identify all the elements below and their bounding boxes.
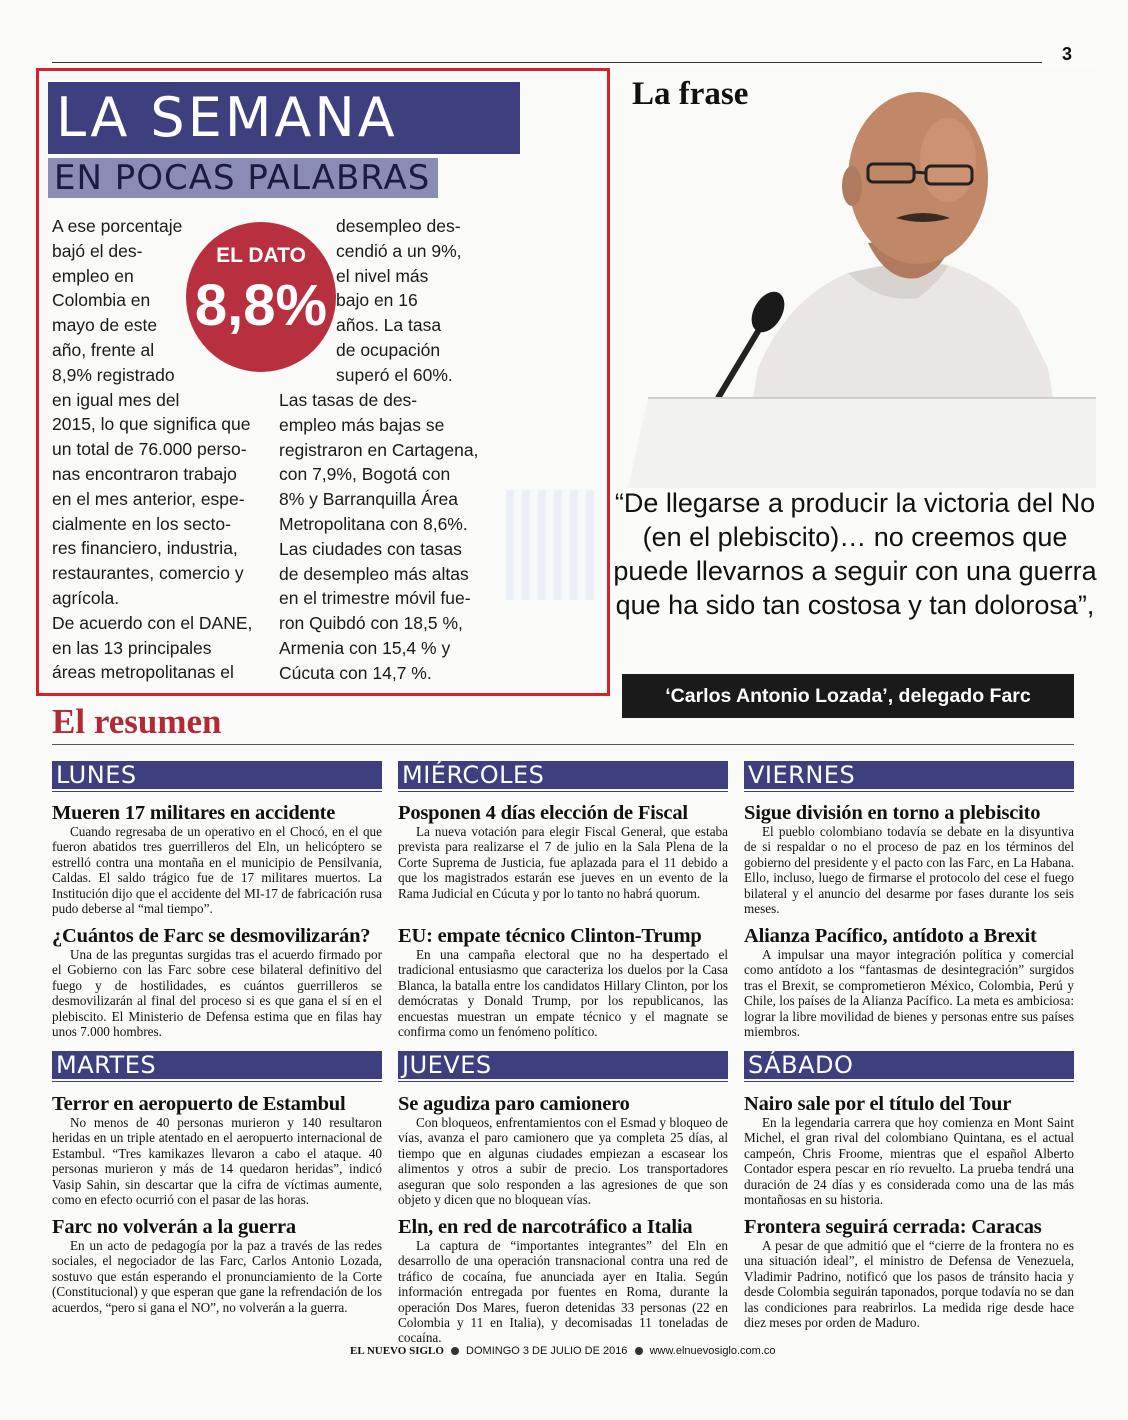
frase-title: La frase [632, 76, 749, 112]
story-headline: Posponen 4 días elección de Fiscal [398, 802, 688, 824]
story-headline: ¿Cuántos de Farc se desmovilizarán? [52, 925, 371, 947]
page-footer [350, 1345, 776, 1357]
story-body: Una de las preguntas surgidas tras el acuerdo firmado por el Gobierno con las Farc sobre cese bilateral definitivo del fuego y de hostilidades, es cuántos guerrilleros se desmovilizarán al final del proceso si es que gana el sí en el plebiscito. El Ministerio de Defensa estima que en filas hay unos 7.000 hombres. [52, 947, 382, 1040]
day-header-martes: MARTES [52, 1051, 382, 1079]
resumen-title: El resumen [52, 702, 222, 741]
story-body: En la legendaria carrera que hoy comienza en Mont Saint Michel, el gran rival del colombiano Quintana, es el actual campeón, Chris Froome, mientras que el español Alberto Contador espera pescar en río revuelto. La prueba tendrá una duración de 24 días y es considerada como una de las más montañosas en su historia. [744, 1115, 1074, 1208]
story-sabado-1 [744, 1093, 1074, 1207]
page-number: 3 [1062, 44, 1073, 64]
story-martes-1 [52, 1093, 382, 1207]
story-sabado-2 [744, 1216, 1074, 1330]
story-headline: EU: empate técnico Clinton-Trump [398, 925, 702, 947]
story-headline: Sigue división en torno a plebiscito [744, 802, 1041, 824]
story-body: En una campaña electoral que no ha despertado el tradicional entusiasmo que caracteriza los duelos por la Casa Blanca, la batalla entre los candidatos Hillary Clinton, por los demócratas y Donald Trump, por los republicanos, las encuestas muestran un empate técnico y el magnate se confirma como un fenómeno político. [398, 947, 728, 1040]
story-jueves-1 [398, 1093, 728, 1207]
story-headline: Nairo sale por el título del Tour [744, 1093, 1012, 1115]
semana-text-col1: A ese porcentaje bajó el des- empleo en Colombia en mayo de este año, frente al 8,9% registrado en igual mes del 2015, lo que significa que un total de 76.000 perso- nas encontraron trabajo en el mes anterior, espe- cialmente en los secto- res financiero, industria, restaurantes, comercio y agrícola. De acuerdo con el DANE, en las 13 principales áreas metropolitanas el [52, 216, 253, 683]
story-body: Cuando regresaba de un operativo en el Chocó, en el que fueron abatidos tres guerrilleros del Eln, un helicóptero se estrelló contra una montaña en el municipio de Pensilvania, Caldas. El saldo trágico fue de 17 militares muertos. La Institución dijo que el accidente del MI-17 de fabricación rusa pudo deberse al “mal tiempo”. [52, 824, 382, 917]
day-header-miercoles: MIÉRCOLES [398, 761, 728, 789]
story-body: No menos de 40 personas murieron y 140 resultaron heridas en un triple atentado en el aeropuerto internacional de Estambul. “Tres kamikazes llevaron a cabo el ataque. 40 personas murieron y más de 14 quedaron heridas”, indicó Vasip Sahin, sin descartar que la cifra de víctimas aumente, como en efecto ocurrió con el pasar de las horas. [52, 1115, 382, 1208]
day-header-lunes: LUNES [52, 761, 382, 789]
decorative-pattern [506, 490, 596, 600]
day-header-sabado: SÁBADO [744, 1051, 1074, 1079]
semana-text-col2a: desempleo des- cendió a un 9%, el nivel más bajo en 16 años. La tasa de ocupación superó el 60%. [336, 216, 462, 385]
top-rule [52, 62, 1042, 63]
footer-brand: EL NUEVO SIGLO [350, 1345, 444, 1357]
frase-author: ‘Carlos Antonio Lozada’, delegado Farc [622, 674, 1074, 718]
story-body: Con bloqueos, enfrentamientos con el Esmad y bloqueo de vías, avanza el paro camionero que ya completa 25 días, al tiempo que en algunas ciudades empiezan a escasear los alimentos y otros a subir de precio. Los transportadores aseguran que solo responden a las agresiones de que son objeto y dicen que no bloquean vías. [398, 1115, 728, 1208]
story-lunes-1 [52, 802, 382, 916]
bullet-icon [451, 1347, 459, 1355]
semana-text-col2b: Las tasas de des- empleo más bajas se registraron en Cartagena, con 7,9%, Bogotá con 8% y Barranquilla Área Metropolitana con 8,6%. Las ciudades con tasas de desempleo más altas en el trimestre móvil fue- ron Quibdó con 18,5 %, Armenia con 15,4 % y Cúcuta con 14,7 %. [279, 390, 479, 683]
story-body: A pesar de que admitió que el “cierre de la frontera no es una situación ideal”, el ministro de Defensa de Venezuela, Vladimir Padrino, notificó que los pasos de tránsito hacia y desde Colombia seguirán taponados, porque todavía no se dan las condiciones para reabrirlos. La medida rige desde hace diez meses por orden de Maduro. [744, 1238, 1074, 1331]
day-header-jueves: JUEVES [398, 1051, 728, 1079]
story-body: En un acto de pedagogía por la paz a través de las redes sociales, el negociador de las Farc, Carlos Antonio Lozada, sostuvo que están esperando el pronunciamiento de la Corte (Constitucional) y que esperan que gane la refrendación de los acuerdos, “pero si gana el NO”, no volverán a la guerra. [52, 1238, 382, 1315]
story-viernes-2 [744, 925, 1074, 1039]
story-miercoles-1 [398, 802, 728, 901]
story-headline: Frontera seguirá cerrada: Caracas [744, 1216, 1042, 1238]
story-body: A impulsar una mayor integración política y comercial como antídoto a los “fantasmas de desintegración” surgidos tras el Brexit, se comprometieron México, Colombia, Perú y Chile, los países de la Alianza Pacífico. La meta es ambiciosa: lograr la libre movilidad de bienes y personas entre sus países miembros. [744, 947, 1074, 1040]
story-headline: Terror en aeropuerto de Estambul [52, 1093, 346, 1115]
dato-value: 8,8% [194, 273, 328, 338]
speaker-photo [618, 68, 1096, 488]
story-jueves-2 [398, 1216, 728, 1346]
story-headline: Farc no volverán a la guerra [52, 1216, 296, 1238]
story-viernes-1 [744, 802, 1074, 916]
story-body: El pueblo colombiano todavía se debate en la disyuntiva de si respaldar o no el proceso de paz en los términos del gobierno del presidente y el pacto con las Farc, en La Habana. Ello, incluso, luego de firmarse el protocolo del cese el fuego bilateral y el anuncio del desarme por fases durante los seis meses. [744, 824, 1074, 917]
story-lunes-2 [52, 925, 382, 1039]
story-martes-2 [52, 1216, 382, 1315]
story-headline: Se agudiza paro camionero [398, 1093, 630, 1115]
dato-label: EL DATO [216, 244, 306, 267]
footer-url: www.elnuevosiglo.com.co [649, 1345, 776, 1357]
story-miercoles-2 [398, 925, 728, 1039]
story-headline: Alianza Pacífico, antídoto a Brexit [744, 925, 1037, 947]
bullet-icon [635, 1347, 643, 1355]
day-header-viernes: VIERNES [744, 761, 1074, 789]
story-headline: Eln, en red de narcotráfico a Italia [398, 1216, 693, 1238]
resumen-rule [52, 744, 1074, 745]
semana-subtitle: EN POCAS PALABRAS [48, 158, 438, 198]
story-headline: Mueren 17 militares en accidente [52, 802, 336, 824]
frase-quote: “De llegarse a producir la victoria del No (en el plebiscito)… no creemos que puede llevarnos a seguir con una guerra que ha sido tan costosa y tan dolorosa”, [613, 488, 1097, 620]
story-body: La nueva votación para elegir Fiscal General, que estaba prevista para realizarse el 7 de julio en la Sala Plena de la Corte Suprema de Justicia, fue aplazada para el 11 debido a que los magistrados estarán ese jueves en un evento de la Rama Judicial en Cúcuta y por lo tanto no habrá quorum. [398, 824, 728, 901]
semana-title: LA SEMANA [48, 82, 520, 154]
footer-date: DOMINGO 3 DE JULIO DE 2016 [466, 1345, 628, 1357]
story-body: La captura de “importantes integrantes” del Eln en desarrollo de una operación transnacional contra una red de tráfico de cocaína, fue anunciada ayer en Italia. Según información entregada por fuentes en Roma, durante la operación Dos Mares, fueron detenidas 33 personas (22 en Colombia y 11 en Italia), y decomisadas 11 toneladas de cocaína. [398, 1238, 728, 1346]
